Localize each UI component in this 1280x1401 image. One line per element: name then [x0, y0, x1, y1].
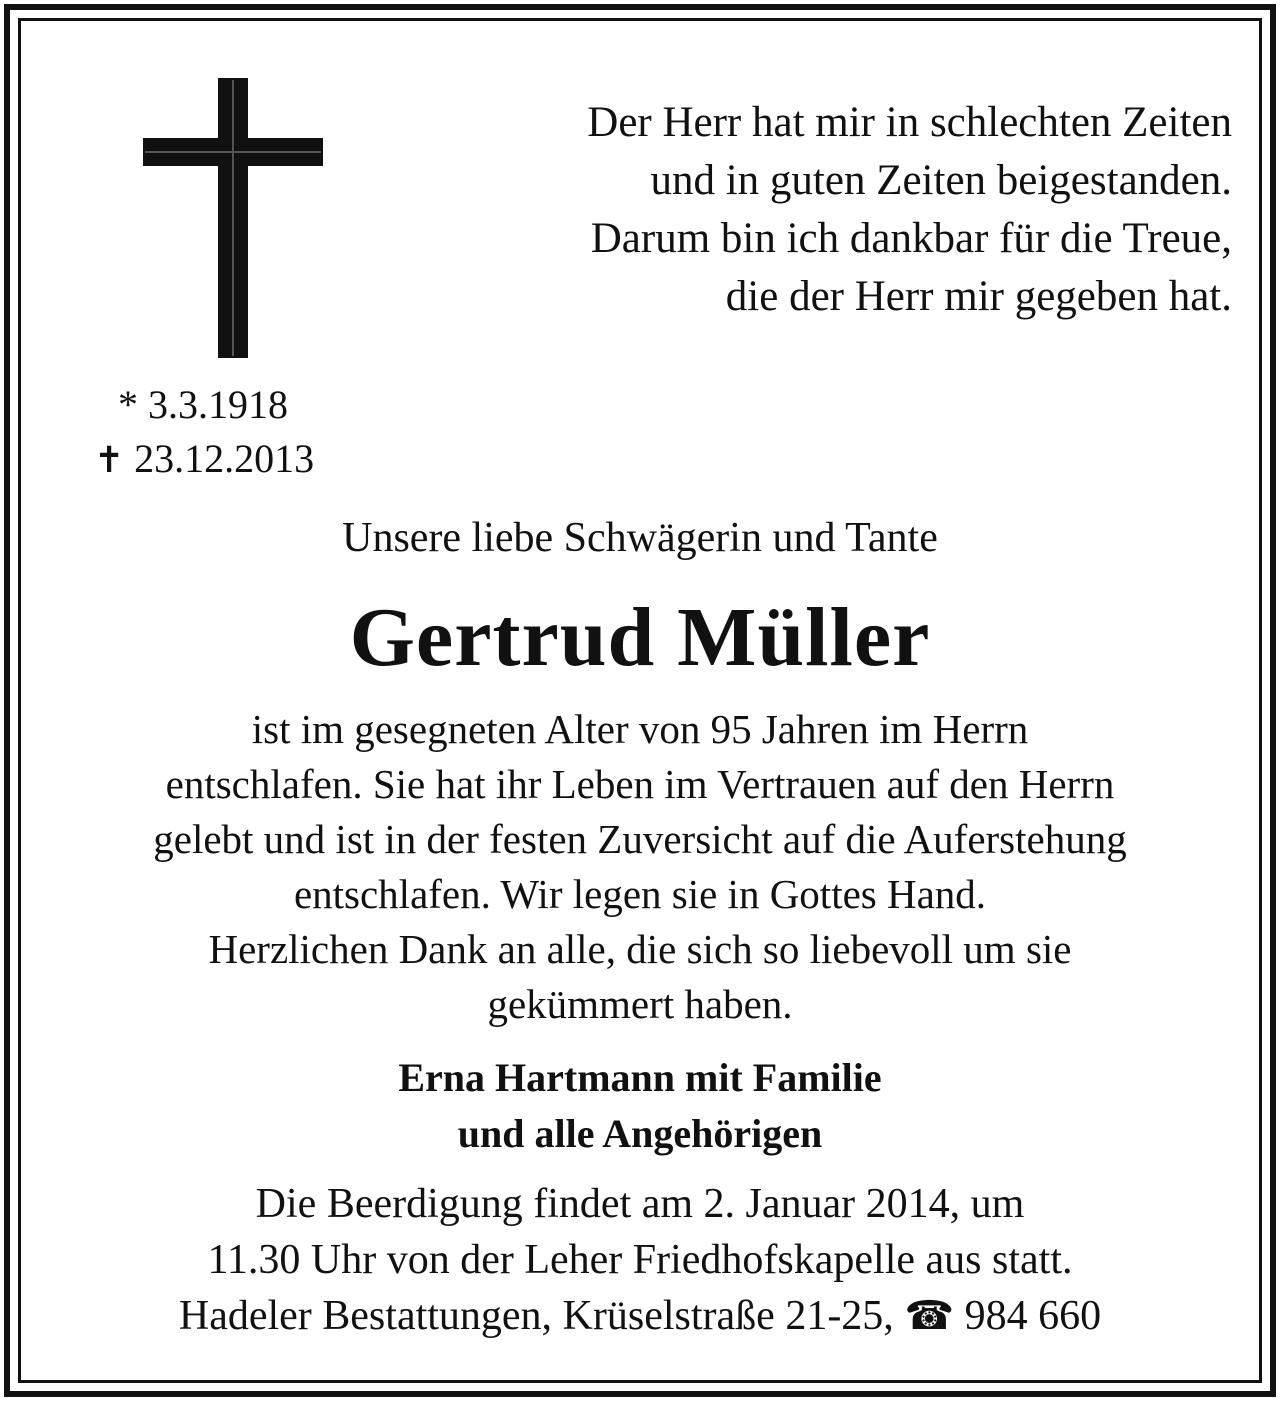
- verse-line: Der Herr hat mir in schlechten Zeiten: [587, 99, 1232, 146]
- funeral-line: Die Beerdigung findet am 2. Januar 2014, um: [255, 1181, 1025, 1227]
- intro-line: Unsere liebe Schwägerin und Tante: [342, 515, 938, 561]
- funeral-info: [0, 1176, 1280, 1344]
- body-line: entschlafen. Wir legen sie in Gottes Hand.: [293, 871, 987, 917]
- cross-icon: [143, 78, 323, 358]
- phone-number: 984 660: [964, 1293, 1102, 1339]
- verse-line: und in guten Zeiten beigestanden.: [650, 157, 1232, 204]
- obituary-body: [0, 702, 1280, 1032]
- birth-date: * 3.3.1918: [118, 382, 288, 427]
- body-line: gekümmert haben.: [487, 981, 793, 1027]
- undertaker-address: Hadeler Bestattungen, Krüselstraße 21-25,: [178, 1293, 894, 1339]
- deceased-name: Gertrud Müller: [349, 591, 931, 684]
- mourners: [0, 1050, 1280, 1162]
- mourner-line: und alle Angehörigen: [457, 1111, 823, 1156]
- telephone-icon: ☎: [904, 1293, 955, 1339]
- body-line: Herzlichen Dank an alle, die sich so liebevoll um sie: [208, 926, 1072, 972]
- verse-line: die der Herr mir gegeben hat.: [725, 273, 1232, 320]
- funeral-line: 11.30 Uhr von der Leher Friedhofskapelle aus statt.: [207, 1237, 1073, 1283]
- bible-verse: [432, 94, 1232, 326]
- death-date-line: [60, 432, 380, 488]
- undertaker-line: [0, 1288, 1280, 1344]
- body-line: entschlafen. Sie hat ihr Leben im Vertrauen auf den Herrn: [165, 761, 1115, 807]
- body-line: gelebt und ist in der festen Zuversicht auf die Auferstehung: [153, 816, 1127, 862]
- verse-line: Darum bin ich dankbar für die Treue,: [590, 215, 1232, 262]
- body-line: ist im gesegneten Alter von 95 Jahren im Herrn: [251, 706, 1029, 752]
- small-cross-icon: ✝: [94, 440, 125, 481]
- mourner-line: Erna Hartmann mit Familie: [398, 1055, 882, 1100]
- death-date: 23.12.2013: [134, 436, 315, 481]
- life-dates: [60, 378, 380, 488]
